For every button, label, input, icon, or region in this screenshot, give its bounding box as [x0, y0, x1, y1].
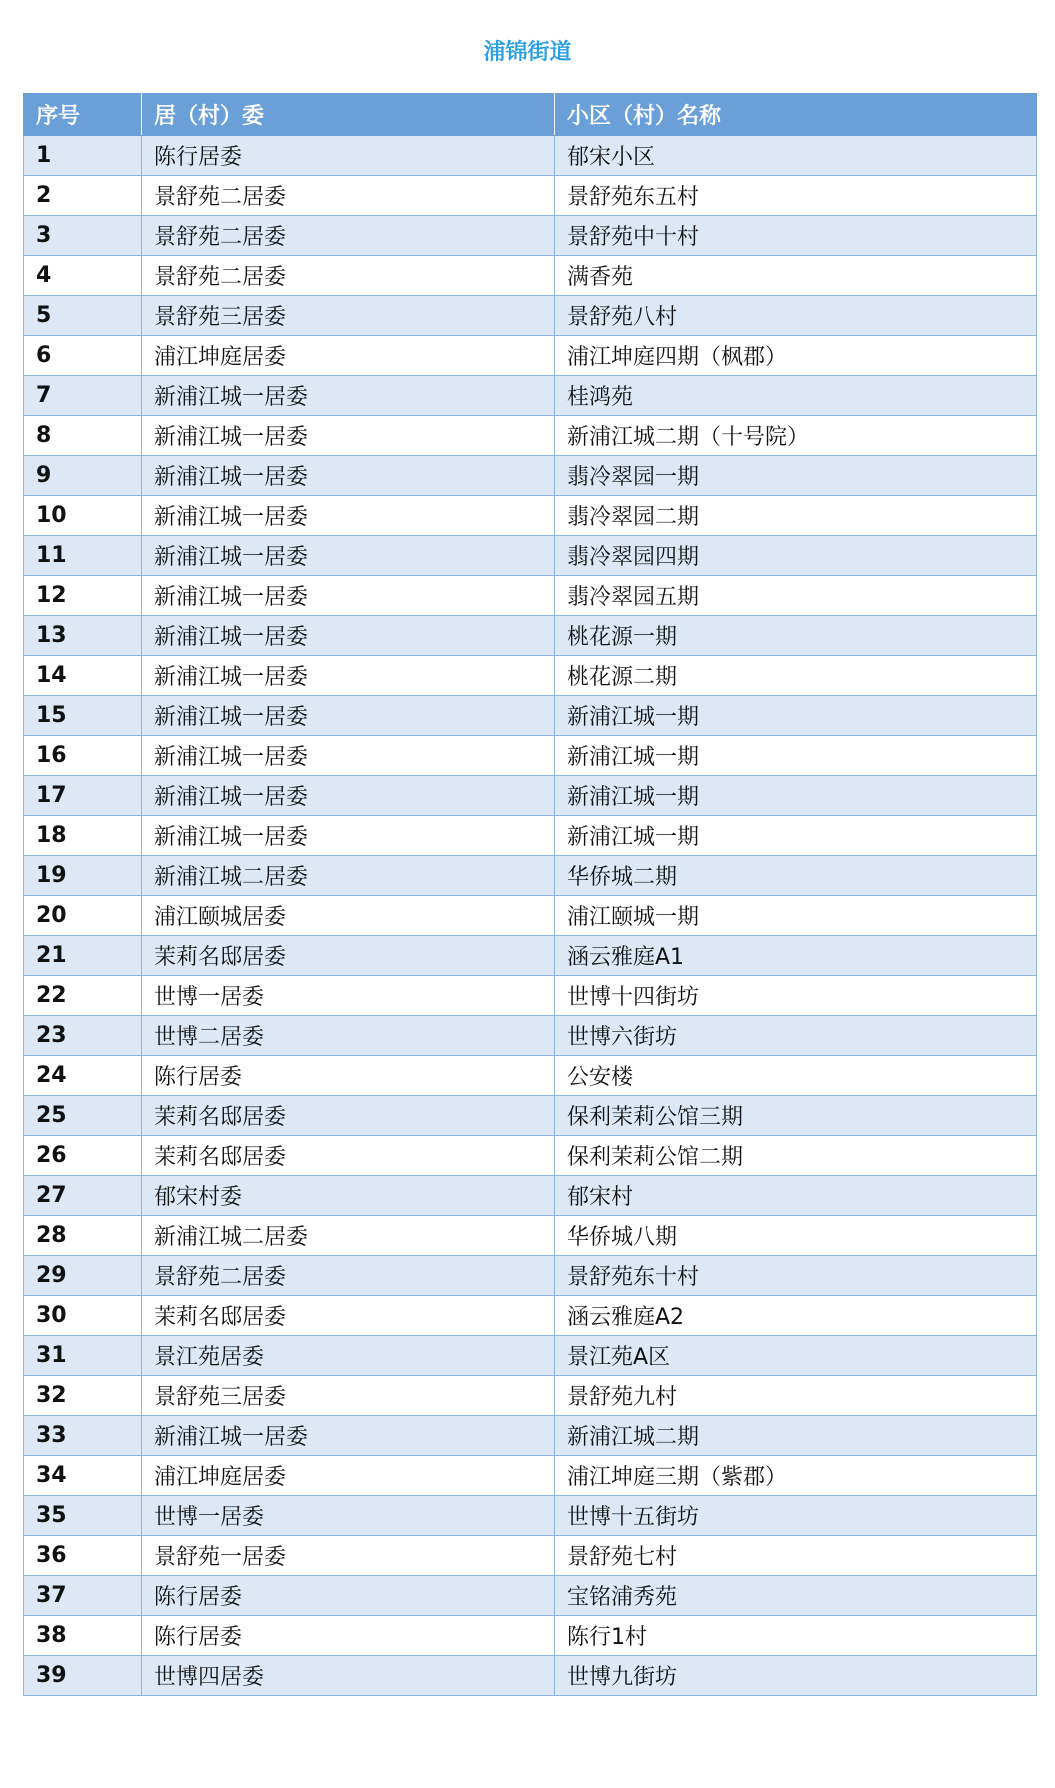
cell-committee: 新浦江城一居委: [142, 616, 555, 656]
cell-community-name: 涵云雅庭A1: [555, 936, 1037, 976]
table-row: [24, 336, 1037, 376]
table-row: [24, 1056, 1037, 1096]
cell-index: 32: [24, 1376, 142, 1416]
cell-community-name: 景舒苑东十村: [555, 1256, 1037, 1296]
cell-index: 20: [24, 896, 142, 936]
cell-committee: 景舒苑三居委: [142, 1376, 555, 1416]
cell-committee: 茉莉名邸居委: [142, 1136, 555, 1176]
table-header-row: [24, 94, 1037, 136]
data-table: [23, 93, 1037, 1696]
cell-committee: 景舒苑一居委: [142, 1536, 555, 1576]
cell-index: 38: [24, 1616, 142, 1656]
table-row: [24, 1536, 1037, 1576]
cell-index: 3: [24, 216, 142, 256]
cell-index: 34: [24, 1456, 142, 1496]
cell-community-name: 浦江颐城一期: [555, 896, 1037, 936]
table-row: [24, 856, 1037, 896]
cell-community-name: 郁宋村: [555, 1176, 1037, 1216]
page-title: 浦锦街道: [483, 40, 572, 65]
cell-committee: 新浦江城二居委: [142, 1216, 555, 1256]
cell-community-name: 公安楼: [555, 1056, 1037, 1096]
cell-community-name: 新浦江城一期: [555, 816, 1037, 856]
table-row: [24, 456, 1037, 496]
table-row: [24, 496, 1037, 536]
table-row: [24, 696, 1037, 736]
table-row: [24, 1016, 1037, 1056]
table-row: [24, 656, 1037, 696]
cell-index: 10: [24, 496, 142, 536]
cell-community-name: 华侨城二期: [555, 856, 1037, 896]
cell-committee: 陈行居委: [142, 1576, 555, 1616]
cell-community-name: 桃花源一期: [555, 616, 1037, 656]
table-row: [24, 576, 1037, 616]
cell-committee: 景舒苑二居委: [142, 1256, 555, 1296]
header-committee: 居（村）委: [142, 94, 555, 136]
cell-committee: 茉莉名邸居委: [142, 1296, 555, 1336]
table-row: [24, 1576, 1037, 1616]
cell-community-name: 浦江坤庭四期（枫郡）: [555, 336, 1037, 376]
cell-community-name: 满香苑: [555, 256, 1037, 296]
cell-index: 19: [24, 856, 142, 896]
cell-community-name: 新浦江城一期: [555, 696, 1037, 736]
cell-community-name: 浦江坤庭三期（紫郡）: [555, 1456, 1037, 1496]
cell-community-name: 景舒苑中十村: [555, 216, 1037, 256]
cell-index: 4: [24, 256, 142, 296]
cell-committee: 陈行居委: [142, 136, 555, 176]
cell-community-name: 景舒苑九村: [555, 1376, 1037, 1416]
cell-index: 29: [24, 1256, 142, 1296]
cell-community-name: 景舒苑八村: [555, 296, 1037, 336]
cell-committee: 新浦江城二居委: [142, 856, 555, 896]
cell-committee: 新浦江城一居委: [142, 696, 555, 736]
cell-committee: 陈行居委: [142, 1056, 555, 1096]
cell-committee: 世博一居委: [142, 1496, 555, 1536]
cell-committee: 新浦江城一居委: [142, 776, 555, 816]
table-row: [24, 216, 1037, 256]
table-row: [24, 176, 1037, 216]
cell-index: 18: [24, 816, 142, 856]
cell-community-name: 新浦江城一期: [555, 776, 1037, 816]
cell-committee: 浦江坤庭居委: [142, 336, 555, 376]
cell-community-name: 翡冷翠园一期: [555, 456, 1037, 496]
cell-index: 2: [24, 176, 142, 216]
table-row: [24, 1616, 1037, 1656]
cell-community-name: 翡冷翠园四期: [555, 536, 1037, 576]
table-row: [24, 776, 1037, 816]
cell-community-name: 世博十五街坊: [555, 1496, 1037, 1536]
table-row: [24, 256, 1037, 296]
cell-index: 30: [24, 1296, 142, 1336]
table-row: [24, 1456, 1037, 1496]
cell-committee: 新浦江城一居委: [142, 1416, 555, 1456]
cell-committee: 陈行居委: [142, 1616, 555, 1656]
cell-committee: 新浦江城一居委: [142, 576, 555, 616]
cell-community-name: 世博十四街坊: [555, 976, 1037, 1016]
cell-index: 15: [24, 696, 142, 736]
table-row: [24, 1096, 1037, 1136]
cell-committee: 浦江坤庭居委: [142, 1456, 555, 1496]
cell-committee: 景舒苑二居委: [142, 216, 555, 256]
table-row: [24, 1136, 1037, 1176]
cell-index: 12: [24, 576, 142, 616]
cell-index: 24: [24, 1056, 142, 1096]
cell-community-name: 翡冷翠园二期: [555, 496, 1037, 536]
cell-community-name: 华侨城八期: [555, 1216, 1037, 1256]
cell-committee: 新浦江城一居委: [142, 496, 555, 536]
cell-index: 39: [24, 1656, 142, 1696]
cell-index: 21: [24, 936, 142, 976]
table-row: [24, 1256, 1037, 1296]
table-row: [24, 416, 1037, 456]
table-row: [24, 1296, 1037, 1336]
table-row: [24, 1656, 1037, 1696]
cell-community-name: 保利茉莉公馆三期: [555, 1096, 1037, 1136]
cell-index: 26: [24, 1136, 142, 1176]
cell-community-name: 新浦江城一期: [555, 736, 1037, 776]
cell-index: 23: [24, 1016, 142, 1056]
cell-index: 11: [24, 536, 142, 576]
table-row: [24, 376, 1037, 416]
cell-committee: 新浦江城一居委: [142, 736, 555, 776]
table-row: [24, 536, 1037, 576]
cell-community-name: 涵云雅庭A2: [555, 1296, 1037, 1336]
cell-community-name: 郁宋小区: [555, 136, 1037, 176]
cell-committee: 茉莉名邸居委: [142, 1096, 555, 1136]
cell-community-name: 景舒苑东五村: [555, 176, 1037, 216]
cell-index: 25: [24, 1096, 142, 1136]
cell-index: 1: [24, 136, 142, 176]
cell-committee: 景舒苑二居委: [142, 176, 555, 216]
cell-index: 36: [24, 1536, 142, 1576]
cell-index: 17: [24, 776, 142, 816]
header-index: 序号: [24, 94, 142, 136]
cell-index: 14: [24, 656, 142, 696]
table-row: [24, 136, 1037, 176]
cell-index: 27: [24, 1176, 142, 1216]
cell-community-name: 景舒苑七村: [555, 1536, 1037, 1576]
cell-committee: 景舒苑二居委: [142, 256, 555, 296]
cell-community-name: 翡冷翠园五期: [555, 576, 1037, 616]
cell-committee: 新浦江城一居委: [142, 816, 555, 856]
cell-community-name: 世博九街坊: [555, 1656, 1037, 1696]
cell-committee: 新浦江城一居委: [142, 416, 555, 456]
table-row: [24, 1496, 1037, 1536]
cell-committee: 郁宋村委: [142, 1176, 555, 1216]
table-row: [24, 1416, 1037, 1456]
cell-index: 35: [24, 1496, 142, 1536]
cell-community-name: 世博六街坊: [555, 1016, 1037, 1056]
cell-committee: 浦江颐城居委: [142, 896, 555, 936]
cell-index: 6: [24, 336, 142, 376]
cell-committee: 世博一居委: [142, 976, 555, 1016]
table-row: [24, 1176, 1037, 1216]
cell-community-name: 新浦江城二期: [555, 1416, 1037, 1456]
cell-committee: 景江苑居委: [142, 1336, 555, 1376]
cell-community-name: 保利茉莉公馆二期: [555, 1136, 1037, 1176]
cell-community-name: 桂鸿苑: [555, 376, 1037, 416]
cell-index: 7: [24, 376, 142, 416]
cell-index: 22: [24, 976, 142, 1016]
cell-committee: 新浦江城一居委: [142, 456, 555, 496]
cell-index: 9: [24, 456, 142, 496]
cell-index: 37: [24, 1576, 142, 1616]
cell-community-name: 桃花源二期: [555, 656, 1037, 696]
table-row: [24, 936, 1037, 976]
cell-committee: 世博四居委: [142, 1656, 555, 1696]
cell-index: 28: [24, 1216, 142, 1256]
cell-committee: 新浦江城一居委: [142, 376, 555, 416]
cell-committee: 新浦江城一居委: [142, 536, 555, 576]
cell-community-name: 宝铭浦秀苑: [555, 1576, 1037, 1616]
header-community-name: 小区（村）名称: [555, 94, 1037, 136]
cell-index: 33: [24, 1416, 142, 1456]
table-row: [24, 1216, 1037, 1256]
cell-committee: 景舒苑三居委: [142, 296, 555, 336]
table-row: [24, 1336, 1037, 1376]
table-row: [24, 1376, 1037, 1416]
cell-committee: 茉莉名邸居委: [142, 936, 555, 976]
table-row: [24, 616, 1037, 656]
cell-community-name: 陈行1村: [555, 1616, 1037, 1656]
table-row: [24, 896, 1037, 936]
cell-committee: 新浦江城一居委: [142, 656, 555, 696]
cell-index: 8: [24, 416, 142, 456]
cell-index: 31: [24, 1336, 142, 1376]
table-row: [24, 816, 1037, 856]
table-row: [24, 736, 1037, 776]
cell-index: 13: [24, 616, 142, 656]
cell-index: 5: [24, 296, 142, 336]
table-row: [24, 296, 1037, 336]
cell-community-name: 景江苑A区: [555, 1336, 1037, 1376]
table-row: [24, 976, 1037, 1016]
cell-community-name: 新浦江城二期（十号院）: [555, 416, 1037, 456]
table-body: [24, 136, 1037, 1696]
cell-index: 16: [24, 736, 142, 776]
cell-committee: 世博二居委: [142, 1016, 555, 1056]
